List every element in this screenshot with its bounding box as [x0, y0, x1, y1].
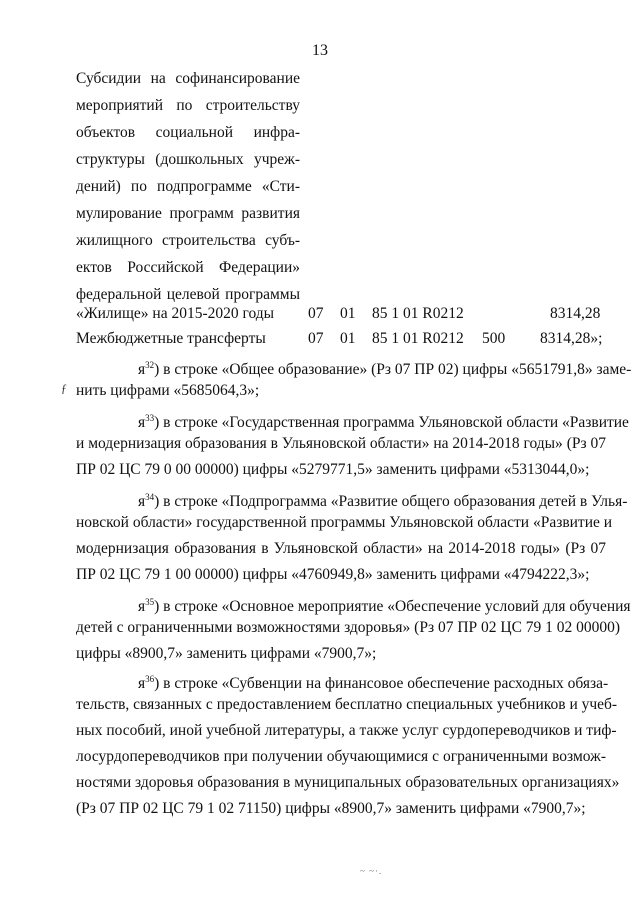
- paragraph-line: ПР 02 ЦС 79 1 00 00000) цифры «4760949,8» заменить цифрами «4794222,3»;: [76, 566, 590, 583]
- amendment-paragraph: [76, 484, 628, 588]
- subsidy-line: жилищного строительства субъ-: [76, 232, 300, 249]
- margin-mark: ƒ: [61, 381, 67, 395]
- rz-code: 07: [308, 305, 324, 322]
- paragraph-line: ностями здоровья образования в муниципальных образовательных организациях»: [76, 774, 620, 791]
- paragraph-line: цифры «8900,7» заменить цифрами «7900,7»;: [76, 645, 377, 662]
- rz-code: 07: [308, 330, 324, 347]
- cs-code: 85 1 01 R0212: [372, 330, 464, 347]
- paragraph-line: $я^{35}$) в строке «Основное мероприятие «Обеспечение условий для обучения: [138, 597, 631, 615]
- paragraph-line: лосурдопереводчиков при получении обучающимися с ограниченными возмож-: [76, 748, 606, 765]
- subsidy-line: мулирование программ развития: [76, 205, 300, 222]
- subsidy-line: федеральной целевой программы: [76, 286, 300, 303]
- paragraph-line: ных пособий, иной учебной литературы, а также услуг сурдопереводчиков и тиф-: [76, 722, 617, 739]
- subsidy-line: «Жилище» на 2015-2020 годы: [76, 305, 275, 322]
- subsidy-line: мероприятий по строительству: [76, 97, 300, 114]
- paragraph-line: детей с ограниченными возможностями здоровья» (Рз 07 ПР 02 ЦС 79 1 02 00000): [76, 619, 621, 636]
- page-number: 13: [312, 42, 328, 59]
- paragraph-line: новской области» государственной программы Ульяновской области «Развитие и: [76, 514, 613, 531]
- scan-artifact: ~ ~·.: [360, 866, 383, 876]
- paragraph-line: $я^{32}$) в строке «Общее образование» (Рз 07 ПР 02) цифры «5651791,8» заме-: [138, 360, 632, 378]
- paragraph-line: нить цифрами «5685064,3»;: [76, 382, 260, 399]
- subsidy-line: структуры (дошкольных учреж-: [76, 151, 300, 168]
- paragraph-line: $я^{36}$) в строке «Субвенции на финансовое обеспечение расходных обяза-: [138, 674, 609, 692]
- amendment-paragraph: [76, 352, 632, 404]
- row-label: Межбюджетные трансферты: [76, 330, 266, 347]
- paragraph-line: $я^{34}$) в строке «Подпрограмма «Развитие общего образования детей в Улья-: [138, 492, 628, 510]
- subsidy-line: объектов социальной инфра-: [76, 124, 300, 141]
- amount: 8314,28»;: [540, 330, 603, 347]
- pr-code: 01: [340, 330, 356, 347]
- paragraph-line: и модернизация образования в Ульяновской области» на 2014-2018 годы» (Рз 07: [76, 435, 606, 452]
- paragraph-line: ПР 02 ЦС 79 0 00 00000) цифры «5279771,5» заменить цифрами «5313044,0»;: [76, 461, 590, 478]
- pr-code: 01: [340, 305, 356, 322]
- amendment-paragraph: [76, 589, 631, 667]
- cs-code: 85 1 01 R0212: [372, 305, 464, 322]
- subsidy-line: ектов Российской Федерации»: [76, 259, 300, 276]
- amendment-paragraph: [76, 666, 620, 822]
- paragraph-line: $я^{33}$) в строке «Государственная программа Ульяновской области «Развитие: [138, 413, 629, 431]
- subsidy-line: Субсидии на софинансирование: [76, 70, 300, 87]
- vr-code: 500: [482, 330, 506, 347]
- paragraph-line: тельств, связанных с предоставлением бесплатно специальных учебников и учеб-: [76, 696, 618, 713]
- amount: 8314,28: [550, 305, 601, 322]
- amendment-paragraph: [76, 405, 629, 483]
- paragraph-line: (Рз 07 ПР 02 ЦС 79 1 02 71150) цифры «8900,7» заменить цифрами «7900,7»;: [76, 800, 586, 817]
- subsidy-line: дений) по подпрограмме «Сти-: [76, 178, 300, 195]
- paragraph-line: модернизация образования в Ульяновской области» на 2014-2018 годы» (Рз 07: [76, 540, 606, 557]
